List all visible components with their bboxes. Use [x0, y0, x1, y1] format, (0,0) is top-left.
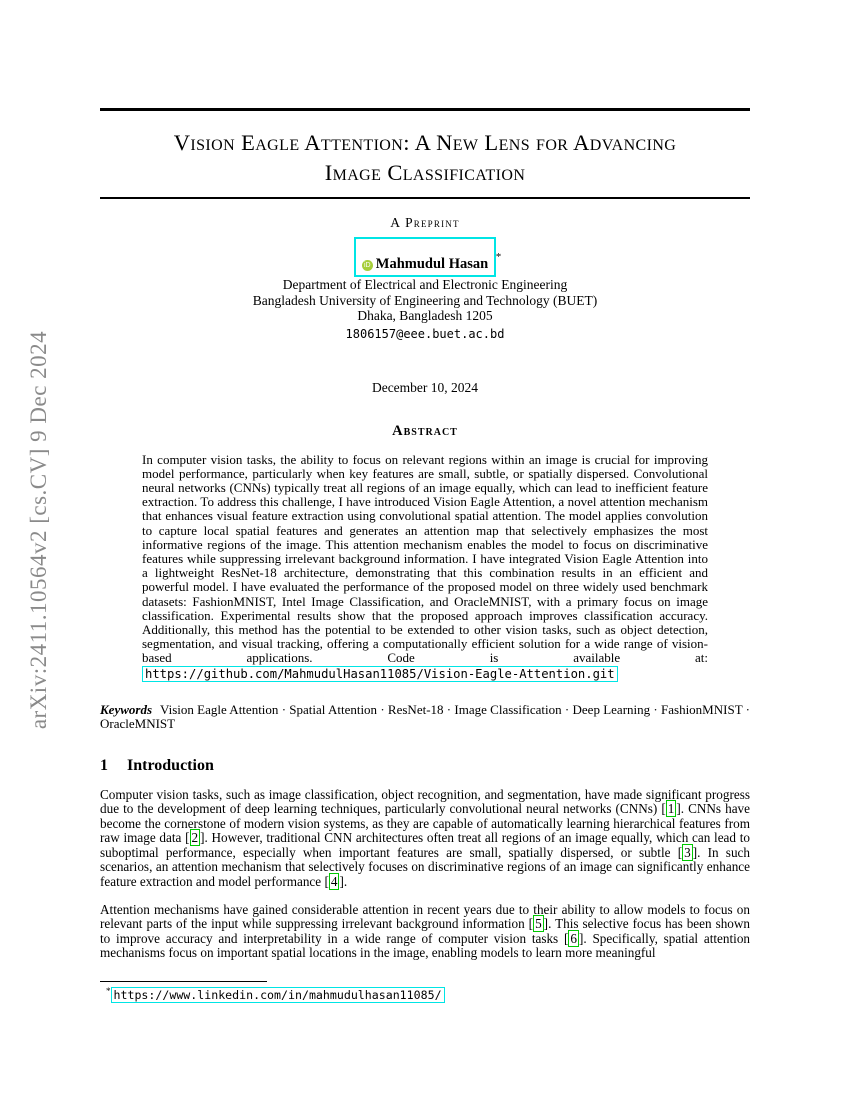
citation-ref[interactable]: 4 — [330, 874, 338, 890]
paper-date: December 10, 2024 — [371, 379, 479, 395]
citation-ref[interactable]: 6 — [570, 930, 577, 946]
author-department: Department of Electrical and Electronic Engineering — [282, 277, 568, 292]
keywords-label: Keywords — [100, 701, 152, 717]
paper-title — [100, 128, 750, 188]
title-bottom-rule — [100, 197, 750, 199]
url-link[interactable]: https://github.com/MahmudulHasan11085/Vision-Eagle-Attention.git — [142, 666, 618, 682]
author-link-box[interactable] — [354, 237, 502, 277]
keywords-list: Vision Eagle Attention · Spatial Attention · ResNet-18 · Image Classification · Deep Learning · FashionMNIST · OracleMNIST — [100, 701, 750, 732]
section-heading-introduction — [100, 757, 750, 775]
abstract-text: In computer vision tasks, the ability to focus on relevant regions within an image is crucial for improving model performance, particularly when key features are small, subtle, or spatially dispersed. Convolutional neural networks (CNNs) typically treat all regions of an image equally, which can lead to inefficient feature extraction. To address this challenge, I have introduced Vision Eagle Attention, a novel attention mechanism that enhances visual feature extraction using convolutional spatial attention. The model applies convolution to capture local spatial features and generates an attention map that selectively emphasizes the most informative regions of the image. This attention mechanism enables the model to focus on discriminative features while suppressing irrelevant background information. I have integrated Vision Eagle Attention into a lightweight ResNet-18 architecture, demonstrating that this combination results in an efficient and powerful model. I have evaluated the performance of the proposed model on three widely used benchmark datasets: FashionMNIST, Intel Image Classification, and OracleMNIST, with a primary focus on image classification. Experimental results show that the proposed approach improves classification accuracy. Additionally, this method has the potential to be extended to other vision tasks, such as object detection, segmentation, and visual tracking, offering a computationally efficient solution for a wide range of vision-based applications. Code is available at: https://github.com/MahmudulHasan11085/Vision-Eagle-Attention.git — [142, 451, 708, 681]
content-column — [100, 0, 750, 961]
author-footnote-mark: * — [495, 251, 502, 263]
footnote-rule — [100, 981, 267, 982]
citation-ref[interactable]: 1 — [667, 801, 675, 817]
abstract-heading: Abstract — [392, 422, 458, 439]
author-university: Bangladesh University of Engineering and Technology (BUET) — [252, 292, 598, 308]
paper-title-line2: Image Classification — [324, 160, 526, 185]
paper-title-line1: Vision Eagle Attention: A New Lens for Advancing — [173, 130, 677, 155]
citation-ref[interactable]: 3 — [684, 844, 691, 860]
citation-ref[interactable]: 2 — [191, 830, 199, 846]
intro-paragraph-2: Attention mechanisms have gained considerable attention in recent years due to their ability to allow models to focus on relevant parts of the input while suppressing irrelevant background information [ 5 ]. This selective focus has been shown to improve accuracy and interpretability in a wide range of computer vision tasks [ 6 ]. Specifically, spatial attention mechanisms focus on important spatial locations in the image, enabling models to learn more meaningful — [100, 901, 751, 961]
top-rule — [100, 108, 750, 111]
footnote-text — [106, 986, 750, 1003]
arxiv-watermark: arXiv:2411.10564v2 [cs.CV] 9 Dec 2024 — [26, 330, 51, 730]
author-block — [100, 237, 750, 277]
section-number: 1 — [100, 756, 108, 774]
footnote-mark: * — [106, 986, 111, 996]
footnote-area — [100, 981, 750, 1003]
keywords-line — [100, 703, 750, 732]
citation-ref[interactable]: 5 — [535, 916, 542, 932]
preprint-label: A Preprint — [390, 215, 460, 230]
linkedin-link[interactable]: https://www.linkedin.com/in/mahmudulhasan11085/ — [111, 987, 445, 1003]
orcid-icon[interactable]: iD — [362, 260, 373, 271]
intro-paragraph-1: Computer vision tasks, such as image classification, object recognition, and segmentation, have made significant progress due to the development of deep learning techniques, particularly convolutional neural networks (CNNs) [ 1 ]. CNNs have become the cornerstone of modern vision systems, as they are capable of automatically learning hierarchical features from raw image data [ 2 ]. However, traditional CNN architectures often treat all regions of an image equally, which can lead to suboptimal performance, especially when important features are small, spatially dispersed, or subtle [ 3 ]. In such scenarios, an attention mechanism that selectively focuses on discriminative regions of an image can significantly enhance feature extraction and model performance [ 4 ]. — [100, 786, 751, 890]
author-name[interactable]: Mahmudul Hasan — [375, 256, 489, 272]
author-city: Dhaka, Bangladesh 1205 — [357, 308, 493, 323]
author-email[interactable]: 1806157@eee.buet.ac.bd — [345, 326, 505, 341]
section-title: Introduction — [127, 756, 214, 774]
